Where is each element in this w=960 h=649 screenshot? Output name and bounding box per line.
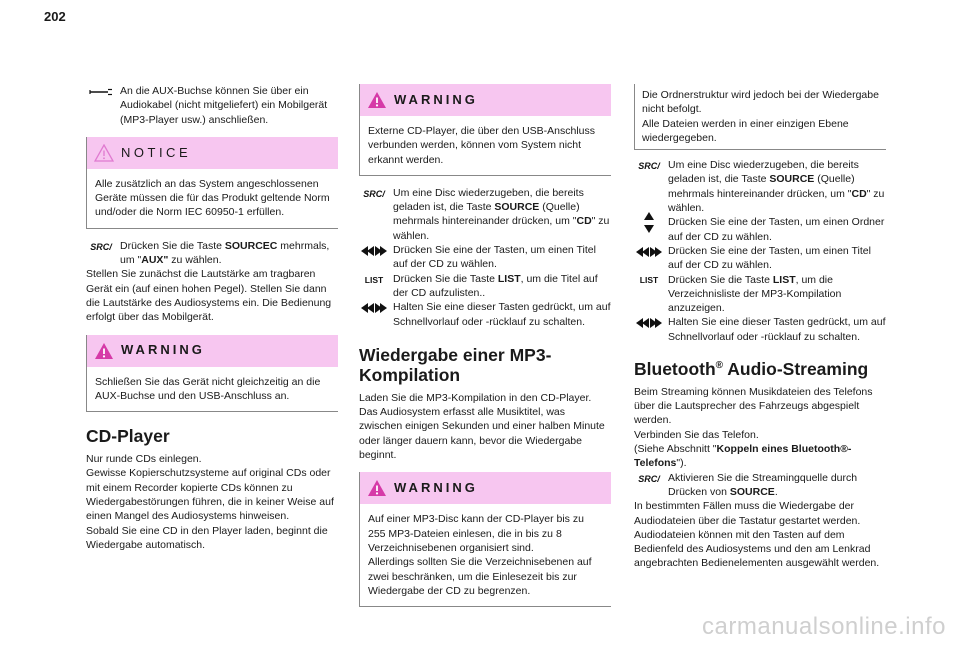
warning-icon: [360, 479, 394, 497]
ordner-text: Drücken Sie eine der Tasten, um einen Ordner auf der CD zu wählen.: [668, 216, 885, 243]
folder-structure-box: Die Ordnerstruktur wird jedoch bei der Wiedergabe nicht befolgt. Alle Dateien werden in einer einzigen Ebene wiedergegeben.: [634, 84, 886, 150]
watermark: carmanualsonline.info: [702, 613, 946, 640]
titel-paragraph: [634, 244, 886, 273]
activate-text-pre: Aktivieren Sie die Streamingquelle durch Drücken von: [668, 471, 858, 498]
src-icon-label: SRC: [638, 473, 658, 484]
src-text-post: mehrmals, um ": [120, 239, 330, 267]
list-button-icon: [634, 275, 664, 287]
mp3-heading: Wiedergabe einer MP3-Kompilation: [359, 344, 552, 385]
aux-text: An die AUX-Buchse können Sie über ein Audiokabel (nicht mitgeliefert) ein Mobilgerät (MP3-Player usw.) anschließen.: [120, 85, 328, 126]
src-text-post2: " zu wählen.: [668, 187, 885, 215]
titel-text: Drücken Sie eine der Tasten, um einen Titel auf der CD zu wählen.: [393, 244, 596, 271]
warning-banner: [360, 472, 611, 504]
warning-body: Auf einer MP3-Disc kann der CD-Player bis zu 255 MP3-Dateien einlesen, die in bis zu 8 Verzeichnisebenen organisiert sind. Allerdings sollten Sie die Verzeichnisebenen auf zwei beschränken, um die Einlesezeit bis zur Wiedergabe der CD zu begrenzen.: [368, 513, 592, 597]
bluetooth-heading-sup: ®: [715, 360, 724, 372]
list-paragraph: [359, 272, 611, 301]
list-text-bold: LIST: [772, 273, 796, 286]
cd-player-heading: CD-Player: [86, 426, 170, 447]
prev-next-icon: [359, 245, 389, 257]
list-icon-label: LIST: [364, 274, 384, 285]
warning-icon: [360, 91, 394, 109]
warning-icon: [87, 342, 121, 360]
src-text-pre: Um eine Disc wiederzugeben, die bereits geladen ist, die Taste: [668, 159, 859, 186]
bluetooth-section-reference: Koppeln eines Bluetooth®-Telefons: [634, 443, 852, 470]
warning-banner: [360, 84, 611, 116]
notice-box: [86, 137, 338, 229]
activate-text-post: .: [774, 485, 778, 498]
src-icon-label: SRC: [638, 161, 658, 172]
warning-body: Externe CD-Player, die über den USB-Anschluss verbunden werden, können vom System nicht erkannt werden.: [368, 125, 596, 166]
aux-paragraph: [86, 84, 338, 127]
src-text-post2: " zu wählen.: [393, 215, 610, 242]
src-icon-label: SRC: [363, 188, 383, 199]
bluetooth-text-end: ").: [676, 457, 687, 470]
src-icon-label: SRC: [90, 241, 110, 252]
warning-title: WARNING: [394, 480, 478, 496]
list-text-pre: Drücken Sie die Taste: [668, 273, 773, 286]
src-text-cd: CD: [576, 215, 592, 228]
src-text-bold: SOURCE: [494, 201, 540, 214]
fast-forward-rewind-icon: [359, 302, 389, 314]
notice-warning-icon: [87, 144, 121, 162]
warning-body: Schließen Sie das Gerät nicht gleichzeitig an die AUX-Buchse und den USB-Anschluss an.: [95, 375, 321, 402]
src-aux-continued: Stellen Sie zunächst die Lautstärke am tragbaren Gerät ein (auf einen hohen Pegel). Stellen Sie dann die Lautstärke des Audiosystems ein. Die Bedienung erfolgt über das Mobilgerät.: [86, 268, 332, 324]
final-text: In bestimmten Fällen muss die Wiedergabe der Audiodateien über die Tastatur gestartet werden. Audiodateien können mit den Tasten auf dem Bedienfeld des Audiosystems und den am Lenkrad angebrachten Bedienelementen ausgewählt werden.: [634, 500, 880, 570]
warning-title: WARNING: [121, 342, 205, 358]
src-text-post: (Quelle) mehrmals hintereinander drücken, um ": [668, 173, 855, 200]
warning-box-1: [86, 335, 338, 413]
page-number: 202: [44, 9, 66, 24]
prev-next-icon: [634, 246, 664, 258]
list-icon-label: LIST: [639, 275, 659, 286]
src-button-icon: SRC /: [359, 188, 389, 200]
src-text-bold: SOURCE: [769, 173, 815, 186]
activate-paragraph: [634, 471, 886, 500]
notice-body: Alle zusätzlich an das System angeschlossenen Geräte müssen die für das Produkt geltende Norm und/oder die Norm IEC 60950-1 erfüllen.: [95, 177, 330, 219]
warning-banner: [87, 335, 338, 367]
src-button-icon: SRC /: [634, 160, 664, 172]
fast-forward-rewind-icon: [634, 317, 664, 329]
list-text-post: , um die Verzeichnisliste der MP3-Kompilation anzuzeigen.: [668, 273, 842, 315]
column-1: [86, 84, 338, 552]
ff-text: Halten Sie eine dieser Tasten gedrückt, um auf Schnellvorlauf oder -rücklauf zu schalten.: [668, 316, 886, 343]
src-text-cd: CD: [851, 187, 867, 200]
src-aux-paragraph: [86, 239, 338, 268]
bluetooth-text-main: Beim Streaming können Musikdateien des Telefons über die Lautsprecher des Fahrzeugs abgespielt werden. Verbinden Sie das Telefon. (Siehe Abschnitt ": [634, 385, 873, 456]
titel-paragraph: [359, 243, 611, 272]
bluetooth-text: [634, 385, 886, 471]
aux-cable-icon: [86, 86, 116, 98]
bluetooth-heading-main: Bluetooth: [634, 358, 716, 379]
src-text-pre: Um eine Disc wiederzugeben, die bereits geladen ist, die Taste: [393, 186, 584, 214]
warning-box-3: [359, 472, 611, 607]
titel-text: Drücken Sie eine der Tasten, um einen Titel auf der CD zu wählen.: [668, 244, 871, 272]
bluetooth-heading-rest: Audio-Streaming: [723, 358, 869, 379]
src-text-post: (Quelle) mehrmals hintereinander drücken, um ": [393, 201, 580, 228]
activate-text-bold: SOURCE: [729, 485, 775, 498]
src-button-icon: SRC /: [634, 473, 664, 485]
notice-title: NOTICE: [121, 144, 192, 160]
list-button-icon: [359, 274, 389, 286]
bluetooth-heading: [634, 356, 886, 379]
cd-player-text: Nur runde CDs einlegen. Gewisse Kopierschutzsysteme auf original CDs oder mit einem Recorder kopierte CDs können zu Wiedergabestörungen führen, die in keiner Weise auf einen Mangel des Audiosystems hinweisen. Sobald Sie eine CD in den Player laden, beginnt die Wiedergabe automatisch.: [86, 453, 334, 551]
src-text-aux: AUX": [141, 254, 169, 267]
ff-paragraph: [359, 300, 611, 329]
ff-text: Halten Sie eine dieser Tasten gedrückt, um auf Schnellvorlauf oder -rücklauf zu schalten.: [393, 301, 611, 328]
ff-paragraph: [634, 315, 886, 344]
column-3: [634, 84, 886, 571]
list-text-post: , um die Titel auf der CD aufzulisten..: [393, 272, 598, 299]
mp3-text: Laden Sie die MP3-Kompilation in den CD-Player. Das Audiosystem erfasst alle Musiktitel, was zwischen einigen Sekunden und einer halben Minute oder länger dauern kann, bevor die Wiedergabe beginnt.: [359, 391, 605, 462]
up-down-icon: [634, 217, 664, 229]
src-text-bold: SOURCEC: [224, 239, 278, 252]
src-text-pre: Drücken Sie die Taste: [120, 239, 225, 252]
src-cd-paragraph: [634, 158, 886, 215]
src-cd-paragraph: [359, 186, 611, 243]
column-2: [359, 84, 611, 617]
src-button-icon: SRC /: [86, 241, 116, 253]
ordner-paragraph: [634, 215, 886, 244]
list-paragraph: [634, 273, 886, 316]
warning-box-2: [359, 84, 611, 176]
list-text-bold: LIST: [497, 272, 521, 285]
list-text-pre: Drücken Sie die Taste: [393, 272, 498, 285]
warning-title: WARNING: [394, 91, 478, 107]
notice-banner: [87, 137, 338, 169]
src-text-post2: zu wählen.: [168, 254, 222, 267]
